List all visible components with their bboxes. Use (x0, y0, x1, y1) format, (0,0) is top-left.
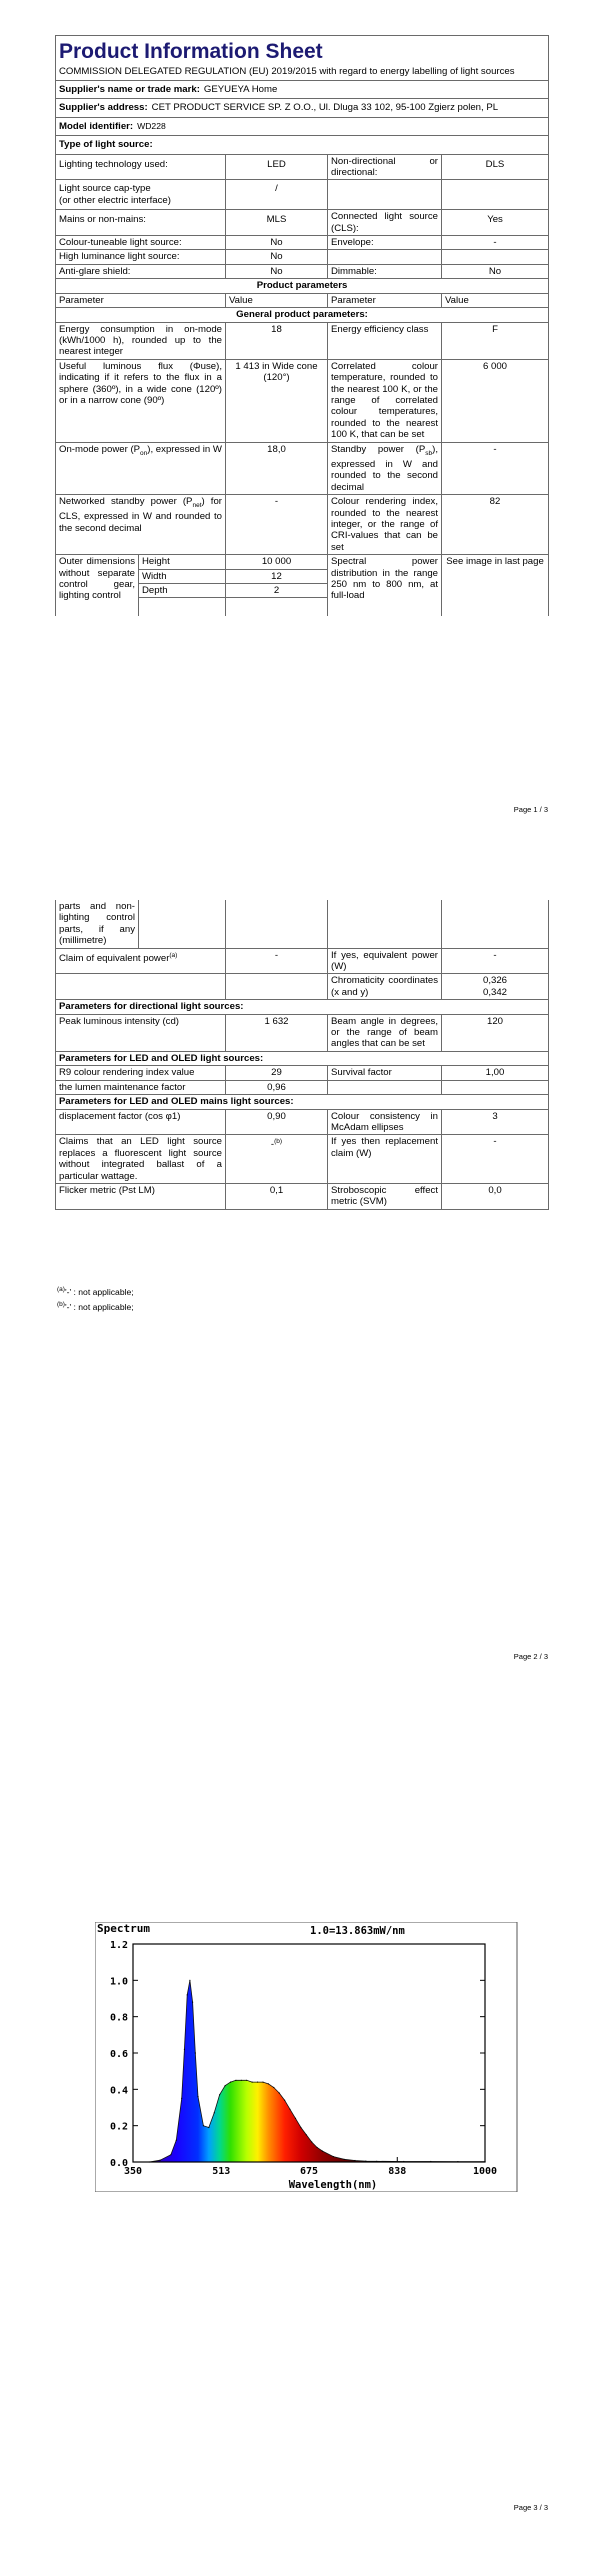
dim-height-value: 10 000 (226, 555, 328, 569)
claims-led-dash: - (270, 1139, 275, 1151)
networked-sub: net (192, 502, 202, 509)
supplier-label: Supplier's name or trade mark: (59, 84, 200, 95)
footnote-text: '-' : not applicable; (64, 1286, 134, 1297)
cri-value: 82 (442, 495, 549, 555)
chroma-empty (226, 974, 328, 1000)
type-param-2: Non-directional or directional: (328, 154, 442, 180)
product-params-heading: Product parameters (56, 279, 549, 293)
y-tick-label: 0.6 (109, 2049, 128, 2060)
page-number-3: Page 3 / 3 (513, 2503, 548, 2512)
replacement-claim-value: - (442, 1135, 549, 1184)
dimensions-continued-row (56, 900, 549, 948)
page-2 (0, 840, 603, 1710)
page-number-1: Page 1 / 3 (513, 805, 548, 814)
spectrum-point (284, 2100, 285, 2101)
on-mode-power-value: 18,0 (226, 442, 328, 495)
dim-cont-empty (328, 900, 442, 948)
footnote-mark: (a) (57, 1286, 65, 1293)
y-tick-label: 0.8 (109, 2012, 128, 2024)
spectrum-point (289, 2109, 290, 2110)
dimensions-param-top: Outer dimensions without separate control gear, lighting control (56, 555, 139, 617)
type-value: No (226, 236, 328, 250)
networked-standby-param (56, 495, 226, 555)
claim-param (56, 948, 226, 974)
type-param-2 (328, 250, 442, 264)
type-param-2 (328, 180, 442, 210)
dim-depth-label: Depth (139, 583, 226, 597)
standby-power-text-b: ), expressed in W and rounded to the second decimal (331, 443, 438, 493)
footnote (57, 1283, 134, 1299)
type-param: Light source cap-type (or other electric interface) (56, 180, 226, 210)
spectrum-point (181, 2098, 182, 2099)
x-tick-label: 350 (123, 2166, 143, 2177)
cri-param: Colour rendering index, rounded to the nearest integer, or the range of CRI-values that can be set (328, 495, 442, 555)
dim-width-value: 12 (226, 569, 328, 583)
chromaticity-y: 0,342 (482, 986, 507, 998)
claims-led-param: Claims that an LED light source replaces a fluorescent light source without integrated ballast of a particular wattage. (56, 1135, 226, 1184)
info-table-page-2 (55, 900, 549, 1210)
spectrum-point (170, 2154, 171, 2155)
type-value: LED (226, 154, 328, 180)
type-param-2: Connected light source (CLS): (328, 210, 442, 236)
page-3 (0, 1710, 603, 2560)
spectral-value: See image in last page (442, 555, 549, 617)
efficiency-class-param: Energy efficiency class (328, 322, 442, 359)
type-value: / (226, 180, 328, 210)
model-label: Model identifier: (59, 120, 134, 132)
spectrum-point (268, 2083, 269, 2084)
chromaticity-param: Chromaticity coordinates (x and y) (328, 974, 442, 1000)
directional-heading: Parameters for directional light sources: (56, 1000, 549, 1014)
claims-led-value (226, 1135, 328, 1184)
claim-value: - (226, 948, 328, 974)
spectrum-point (295, 2118, 296, 2119)
spectrum-point (257, 2082, 258, 2083)
colour-consistency-value: 3 (442, 1109, 549, 1135)
address-value: CET PRODUCT SERVICE SP. Z O.O., Ul. Dluga 33 102, 95-100 Zgierz polen, PL (151, 102, 499, 114)
spectrum-point (317, 2147, 318, 2148)
supplier-value: GEYUEYA Home (203, 84, 278, 95)
chart-xlabel: Wavelength(nm) (288, 2179, 378, 2191)
standby-power-sub: sb (425, 449, 433, 457)
type-value: No (226, 250, 328, 264)
flicker-value: 0,1 (226, 1183, 328, 1209)
spectrum-point (235, 2080, 236, 2081)
type-row (56, 210, 549, 236)
power-row (56, 442, 549, 495)
type-value-2: Yes (442, 210, 549, 236)
spectrum-point (176, 2140, 177, 2141)
spectral-param: Spectral power distribution in the range 250 nm to 800 nm, at full-load (328, 555, 442, 617)
type-param: Colour-tuneable light source: (56, 236, 226, 250)
spectrum-point (306, 2134, 307, 2135)
type-value-2: DLS (442, 154, 549, 180)
displacement-param: displacement factor (cos φ1) (56, 1109, 226, 1135)
type-param: Lighting technology used: (56, 154, 226, 180)
y-tick-label: 0.0 (109, 2158, 128, 2169)
displacement-value: 0,90 (226, 1109, 328, 1135)
survival-value: 1,00 (442, 1066, 549, 1080)
type-heading: Type of light source: (56, 136, 549, 154)
x-tick-label: 1000 (472, 2166, 498, 2177)
spectrum-point (322, 2151, 323, 2152)
column-header-row (56, 293, 549, 307)
on-mode-power-sub: on (140, 449, 148, 457)
type-param-2: Envelope: (328, 236, 442, 250)
model-value: WD228 (137, 120, 166, 131)
led-heading: Parameters for LED and OLED light sources: (56, 1051, 549, 1065)
spectrum-point (187, 1994, 188, 1995)
spectrum-point (311, 2141, 312, 2142)
type-value-2: No (442, 264, 549, 278)
dim-height-label: Height (139, 555, 226, 569)
chromaticity-x: 0,326 (482, 975, 507, 987)
col-header-value-2: Value (442, 293, 549, 307)
lumen-value: 0,96 (226, 1080, 328, 1094)
dim-width-label: Width (139, 569, 226, 583)
equivalent-power-value: - (442, 948, 549, 974)
footnote (57, 1298, 134, 1314)
cct-value: 6 000 (442, 359, 549, 442)
dim-cont-empty (442, 900, 549, 948)
flux-row (56, 359, 549, 442)
lumen-empty (328, 1080, 442, 1094)
spectrum-point (160, 2160, 161, 2161)
svm-value: 0,0 (442, 1183, 549, 1209)
on-mode-power-text-b: ), expressed in W (147, 443, 222, 455)
networked-standby-value: - (226, 495, 328, 555)
claim-sup: (a) (169, 951, 178, 959)
spectrum-point (344, 2159, 345, 2160)
col-header-parameter: Parameter (56, 293, 226, 307)
spectrum-point (273, 2087, 274, 2088)
on-mode-power-param (56, 442, 226, 495)
dim-cont-empty (139, 900, 226, 948)
dim-spacer (139, 598, 226, 617)
page-title: Product Information Sheet (59, 40, 323, 63)
spectrum-point (189, 1980, 190, 1981)
flux-param: Useful luminous flux (Φuse), indicating if it refers to the flux in a sphere (360º), in a wide cone (120º) or in a narrow cone (90º) (56, 359, 226, 442)
networked-text-a: Networked standby power (P (59, 496, 193, 508)
lumen-empty (442, 1080, 549, 1094)
peak-row (56, 1014, 549, 1051)
standby-power-value: - (442, 442, 549, 495)
r9-value: 29 (226, 1066, 328, 1080)
spectrum-point (246, 2080, 247, 2081)
energy-param: Energy consumption in on-mode (kWh/1000 h), rounded up to the nearest integer (56, 322, 226, 359)
spectrum-chart (95, 1922, 520, 2192)
spectrum-point (208, 2127, 209, 2128)
flicker-param: Flicker metric (Pst LM) (56, 1183, 226, 1209)
networked-text-b: ) for CLS, expressed in W and rounded to the second decimal (59, 496, 222, 534)
lumen-row (56, 1080, 549, 1094)
spectrum-point (192, 2002, 193, 2003)
dimensions-param-cont: parts and non-lighting control parts, if any (millimetre) (56, 900, 139, 948)
on-mode-power-text-a: On-mode power (P (59, 443, 141, 455)
info-table-page-1 (55, 35, 549, 616)
col-header-parameter-2: Parameter (328, 293, 442, 307)
chromaticity-row (56, 974, 549, 1000)
standby-power-text-a: Standby power (P (331, 443, 426, 455)
claim-text: Claim of equivalent power (59, 952, 170, 964)
spectrum-point (195, 2052, 196, 2053)
y-tick-label: 0.4 (109, 2085, 128, 2097)
type-row (56, 264, 549, 278)
type-row (56, 180, 549, 210)
chromaticity-value (442, 974, 549, 1000)
spectrum-point (252, 2082, 253, 2083)
claims-led-sup: (b) (274, 1138, 283, 1146)
flux-value: 1 413 in Wide cone (120°) (226, 359, 328, 442)
type-value-2: - (442, 236, 549, 250)
type-row (56, 236, 549, 250)
spectrum-point (197, 2096, 198, 2097)
energy-row (56, 322, 549, 359)
survival-param: Survival factor (328, 1066, 442, 1080)
spectrum-point (354, 2160, 355, 2161)
y-tick-label: 0.2 (109, 2121, 128, 2133)
r9-param: R9 colour rendering index value (56, 1066, 226, 1080)
regulation-text: COMMISSION DELEGATED REGULATION (EU) 2019/2015 with regard to energy labelling of light sources (59, 66, 515, 77)
svm-param: Stroboscopic effect metric (SVM) (328, 1183, 442, 1209)
beam-angle-value: 120 (442, 1014, 549, 1051)
peak-intensity-param: Peak luminous intensity (cd) (56, 1014, 226, 1051)
spectrum-point (241, 2080, 242, 2081)
flicker-row (56, 1183, 549, 1209)
general-params-heading: General product parameters: (56, 308, 549, 322)
dim-cont-empty (226, 900, 328, 948)
replacement-claim-param: If yes then replacement claim (W) (328, 1135, 442, 1184)
page-number-2: Page 2 / 3 (513, 1652, 548, 1661)
spectrum-point (300, 2127, 301, 2128)
type-param-2: Dimmable: (328, 264, 442, 278)
y-tick-label: 1.2 (109, 1940, 128, 1951)
beam-angle-param: Beam angle in degrees, or the range of beam angles that can be set (328, 1014, 442, 1051)
type-param: Mains or non-mains: (56, 210, 226, 236)
type-value-2 (442, 180, 549, 210)
claims-led-row (56, 1135, 549, 1184)
peak-intensity-value: 1 632 (226, 1014, 328, 1051)
spectrum-point (203, 2125, 204, 2126)
claim-row (56, 948, 549, 974)
type-value: MLS (226, 210, 328, 236)
type-row (56, 250, 549, 264)
spectrum-point (279, 2092, 280, 2093)
dim-spacer (226, 598, 328, 617)
type-param: High luminance light source: (56, 250, 226, 264)
lumen-param: the lumen maintenance factor (56, 1080, 226, 1094)
page-1 (0, 0, 603, 840)
dimensions-row (56, 555, 549, 569)
chroma-empty (56, 974, 226, 1000)
equivalent-power-param: If yes, equivalent power (W) (328, 948, 442, 974)
spectrum-point (262, 2082, 263, 2083)
dim-depth-value: 2 (226, 583, 328, 597)
spectrum-point (214, 2112, 215, 2113)
address-label: Supplier's address: (59, 102, 148, 114)
type-row (56, 154, 549, 180)
networked-row (56, 495, 549, 555)
type-value-2 (442, 250, 549, 264)
colour-consistency-param: Colour consistency in McAdam ellipses (328, 1109, 442, 1135)
r9-row (56, 1066, 549, 1080)
chart-annotation: 1.0=13.863mW/nm (310, 1925, 405, 1937)
efficiency-class-value: F (442, 322, 549, 359)
spectrum-point (333, 2156, 334, 2157)
chart-title: Spectrum (97, 1922, 150, 1935)
x-tick-label: 513 (212, 2166, 231, 2177)
y-tick-label: 1.0 (109, 1976, 128, 1988)
col-header-value: Value (226, 293, 328, 307)
footnote-mark: (b) (57, 1301, 65, 1308)
x-tick-label: 838 (388, 2166, 407, 2177)
x-tick-label: 675 (299, 2166, 319, 2177)
type-param: Anti-glare shield: (56, 264, 226, 278)
mains-heading: Parameters for LED and OLED mains light sources: (56, 1095, 549, 1109)
displacement-row (56, 1109, 549, 1135)
cct-param: Correlated colour temperature, rounded to the nearest 100 K, or the range of correlated colour temperatures, rounded to the nearest 100 K, that can be set (328, 359, 442, 442)
spectrum-point (230, 2082, 231, 2083)
energy-value: 18 (226, 322, 328, 359)
spectrum-point (184, 2049, 185, 2050)
footnote-text: '-' : not applicable; (64, 1301, 134, 1312)
spectrum-point (225, 2085, 226, 2086)
spectrum-point (219, 2094, 220, 2095)
type-value: No (226, 264, 328, 278)
standby-power-param (328, 442, 442, 495)
